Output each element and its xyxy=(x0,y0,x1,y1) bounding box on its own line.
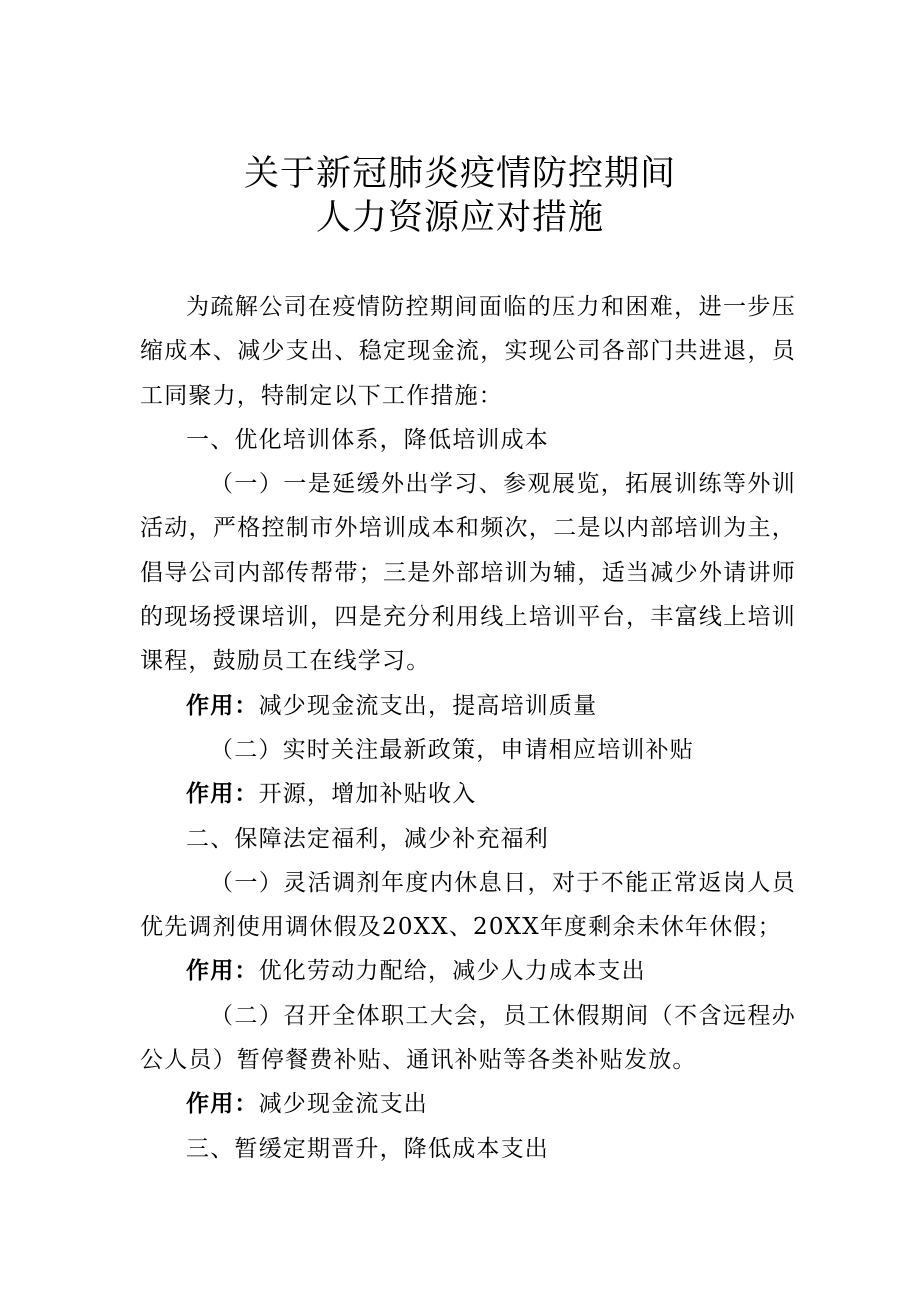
section2-item2: （二）召开全体职工大会，员工休假期间（不含远程办公人员）暂停餐费补贴、通讯补贴等各类补贴发放。 xyxy=(140,1002,796,1074)
effect-text: 减少现金流支出，提高培训质量 xyxy=(258,692,598,719)
section1-item2: （二）实时关注最新政策，申请相应培训补贴 xyxy=(210,736,694,763)
effect-label: 作用： xyxy=(186,692,259,719)
document-body xyxy=(140,285,796,1171)
section1-effect1 xyxy=(140,684,796,728)
section1-effect2 xyxy=(140,772,796,816)
effect-label: 作用： xyxy=(186,958,259,985)
document-title-line2: 人力资源应对措施 xyxy=(315,198,604,238)
document-title-line1: 关于新冠肺炎疫情防控期间 xyxy=(243,154,676,194)
intro-paragraph: 为疏解公司在疫情防控期间面临的压力和困难，进一步压缩成本、减少支出、稳定现金流，实现公司各部门共进退，员工同聚力，特制定以下工作措施： xyxy=(140,294,796,409)
effect-label: 作用： xyxy=(186,1091,259,1118)
effect-text: 减少现金流支出 xyxy=(258,1091,429,1118)
section1-heading: 一、优化培训体系，降低培训成本 xyxy=(186,426,549,453)
effect-text: 开源，增加补贴收入 xyxy=(258,781,477,808)
section1-item1: （一）一是延缓外出学习、参观展览，拓展训练等外训活动，严格控制市外培训成本和频次，二是以内部培训为主，倡导公司内部传帮带；三是外部培训为辅，适当减少外请讲师的现场授课培训，四是充分利用线上培训平台，丰富线上培训课程，鼓励员工在线学习。 xyxy=(140,471,796,675)
effect-text: 优化劳动力配给，减少人力成本支出 xyxy=(258,958,646,985)
section2-effect1 xyxy=(140,949,796,993)
section2-item1: （一）灵活调剂年度内休息日，对于不能正常返岗人员优先调剂使用调休假及20XX、20XX年度剩余未休年休假； xyxy=(140,869,796,941)
effect-label: 作用： xyxy=(186,781,259,808)
section2-effect2 xyxy=(140,1082,796,1126)
section2-heading: 二、保障法定福利，减少补充福利 xyxy=(186,825,549,852)
section3-heading: 三、暂缓定期晋升，降低成本支出 xyxy=(186,1135,549,1162)
